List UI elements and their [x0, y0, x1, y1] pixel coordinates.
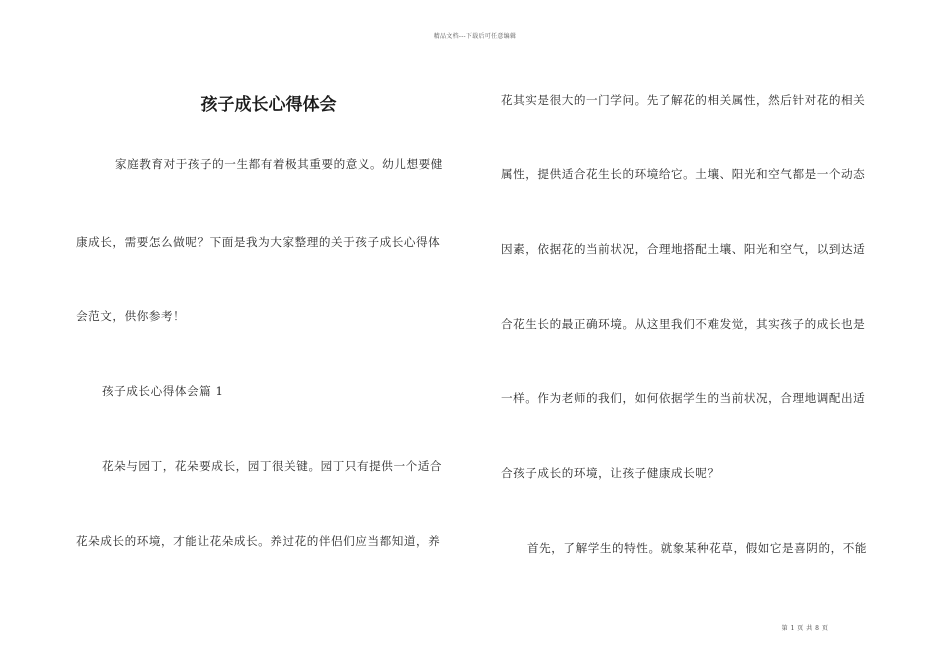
paragraph-line: 花朵成长的环境，才能让花朵成长。养过花的伴侣们应当都知道，养: [76, 534, 441, 548]
section-heading: 孩子成长心得体会篇 1: [102, 384, 224, 398]
document-title: 孩子成长心得体会: [200, 95, 337, 115]
page-header-note: 精品文档---下载后可任意编辑: [433, 33, 517, 40]
paragraph-line: 会范文，供你参考！: [76, 309, 186, 323]
paragraph-line: 花朵与园丁，花朵要成长，园丁很关键。园丁只有提供一个适合: [102, 459, 443, 473]
paragraph-line: 花其实是很大的一门学问。先了解花的相关属性，然后针对花的相关: [501, 93, 866, 107]
paragraph-line: 合孩子成长的环境，让孩子健康成长呢？: [501, 466, 720, 480]
paragraph-line: 合花生长的最正确环境。从这里我们不难发觉，其实孩子的成长也是: [501, 317, 866, 331]
paragraph-line: 康成长，需要怎么做呢？下面是我为大家整理的关于孩子成长心得体: [76, 235, 441, 249]
page-number: 第 1 页 共 8 页: [781, 625, 829, 632]
paragraph-line: 一样。作为老师的我们，如何依据学生的当前状况，合理地调配出适: [501, 391, 866, 405]
paragraph-line: 属性，提供适合花生长的环境给它。土壤、阳光和空气都是一个动态: [501, 167, 866, 181]
paragraph-line: 家庭教育对于孩子的一生都有着极其重要的意义。幼儿想要健: [115, 157, 443, 171]
paragraph-line: 因素，依据花的当前状况，合理地搭配土壤、阳光和空气，以到达适: [501, 242, 866, 256]
paragraph-line: 首先，了解学生的特性。就象某种花草，假如它是喜阴的，不能: [527, 541, 868, 555]
